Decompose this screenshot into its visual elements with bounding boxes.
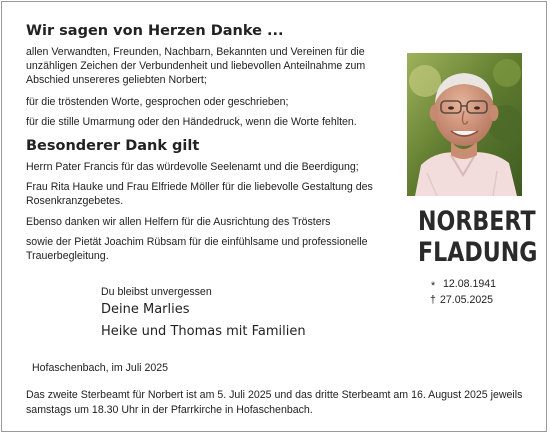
- thanks-line-3: für die stille Umarmung oder den Händedruck, wenn die Worte fehlten.: [26, 116, 357, 128]
- special-thanks-heading: Besonderer Dank gilt: [26, 138, 200, 154]
- portrait-photo: [407, 53, 522, 196]
- birth-star-icon: *: [431, 280, 436, 292]
- deceased-last-name: FLADUNG: [418, 237, 538, 268]
- death-cross-icon: †: [430, 294, 436, 306]
- special-line-4: sowie der Pietät Joachim Rübsam für die einfühlsame und professionelle Trauerbegleitung.: [26, 236, 368, 262]
- signature-line-2: Heike und Thomas mit Familien: [101, 324, 306, 339]
- thanks-heading: Wir sagen von Herzen Danke ...: [26, 23, 284, 39]
- birth-date: 12.08.1941: [443, 278, 497, 290]
- thanks-line-1: allen Verwandten, Freunden, Nachbarn, Bekannten und Vereinen für die unzähligen Zeichen der Verbundenheit und liebevollen Anteilnahme zum Abschied unsereres geliebten Norbert;: [26, 46, 366, 86]
- closing-phrase: Du bleibst unvergessen: [101, 286, 212, 298]
- special-line-1: Herrn Pater Francis für das würdevolle Seelenamt und die Beerdigung;: [26, 161, 359, 173]
- signature-line-1: Deine Marlies: [101, 302, 190, 317]
- special-line-2: Frau Rita Hauke und Frau Elfriede Möller für die liebevolle Gestaltung des Rosenkranzgebetes.: [26, 181, 373, 207]
- thanks-line-2: für die tröstenden Worte, gesprochen oder geschrieben;: [26, 96, 289, 108]
- requiem-notice: Das zweite Sterbeamt für Norbert ist am 5. Juli 2025 und das dritte Sterbeamt am 16. August 2025 jeweils samstags um 18.30 Uhr in der Pfarrkirche in Hofaschenbach.: [26, 389, 523, 416]
- deceased-first-name: NORBERT: [418, 206, 536, 237]
- special-line-3: Ebenso danken wir allen Helfern für die Ausrichtung des Trösters: [26, 216, 331, 228]
- death-date: 27.05.2025: [440, 294, 494, 306]
- place-date: Hofaschenbach, im Juli 2025: [32, 362, 169, 374]
